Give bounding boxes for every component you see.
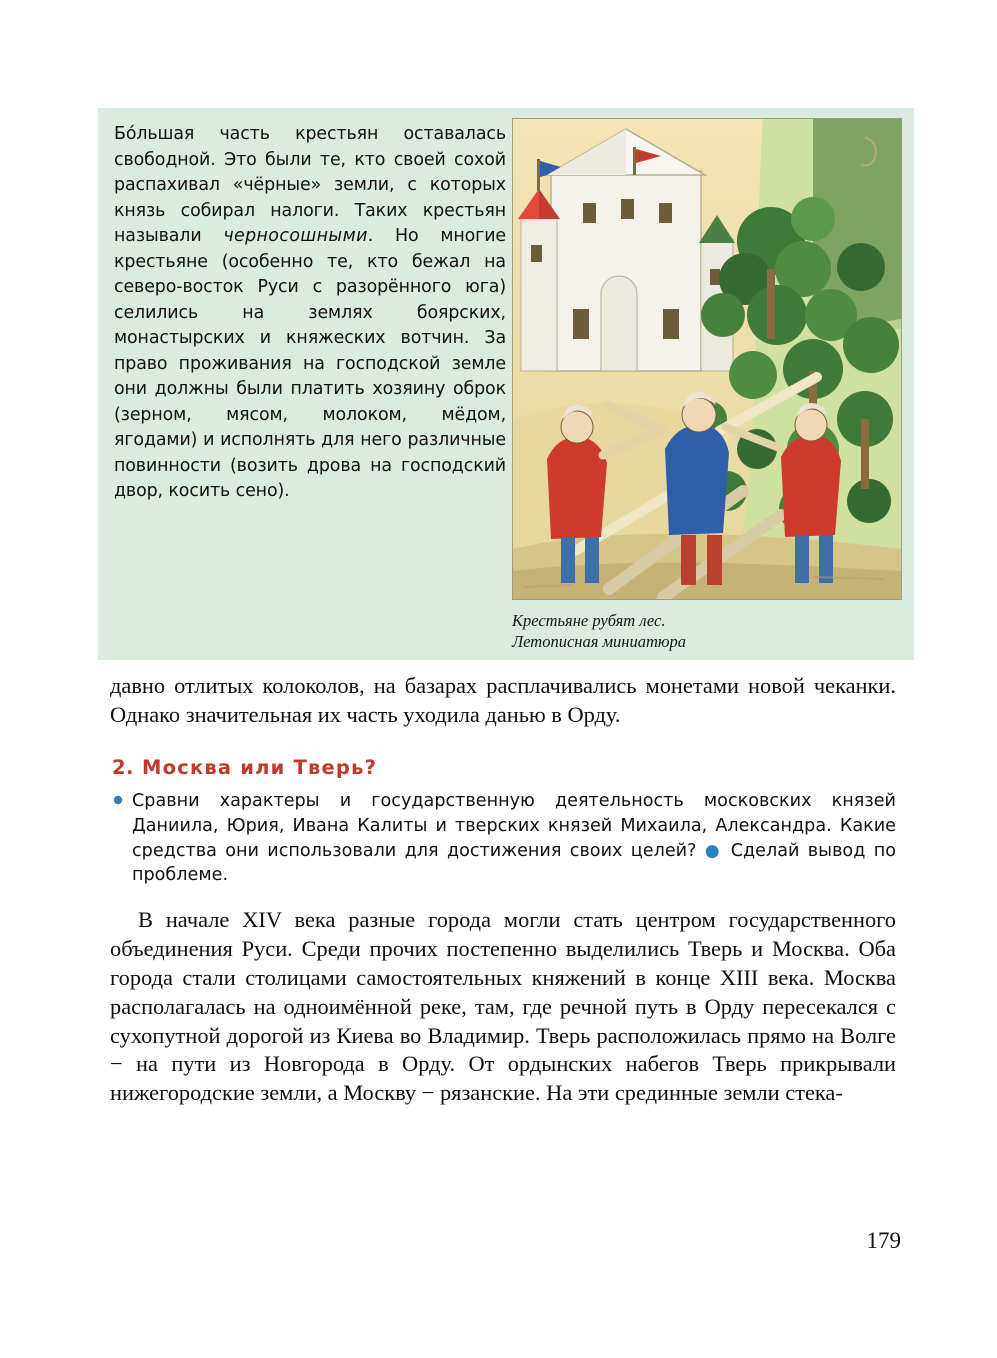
miniature-illustration-svg: [513, 119, 901, 599]
section-heading: [112, 756, 896, 779]
inline-bullet-icon: ●: [704, 840, 723, 861]
question-text-2: Сделай вывод по проблеме.: [132, 840, 896, 886]
caption-line-1: Крестьяне рубят лес.: [512, 611, 666, 630]
question-text-1: Сравни характеры и государственную деятельность московских князей Даниила, Юрия, Ивана Калиты и тверских князей Михаила, Александра. Какие средства они использовали для достижения своих целей?: [132, 790, 896, 861]
section-title: Москва или Тверь?: [141, 755, 378, 779]
caption-line-2: Летописная миниатюра: [512, 632, 687, 652]
figure-caption: [512, 610, 892, 652]
page-number: 179: [866, 1228, 901, 1253]
main-paragraph-group: [110, 906, 896, 1107]
section-number: 2.: [112, 755, 134, 779]
question-block: [110, 789, 896, 889]
page-body: [110, 672, 896, 1108]
panel-term-chernososhnye: черносошными: [223, 226, 368, 246]
panel-paragraph: [114, 122, 506, 505]
figure-chronicle-miniature: [512, 118, 902, 652]
panel-text-part2: . Но многие крестьяне (особенно те, кто бежал на северо-восток Руси с разорённого юга) селились на землях боярских, монастырских и княжеских вотчин. За право проживания на господской земле они должны были платить хозяину оброк (зерном, мясом, молоком, мёдом, ягодами) и исполнять для него различные повинности (возить дрова на господский двор, косить сено).: [114, 226, 506, 501]
panel-text-part1: Бо́льшая часть крестьян оставалась свободной. Это были те, кто своей сохой распахивал «чёрные» земли, с которых князь собирал налоги. Таких крестьян называли: [114, 124, 506, 246]
continued-paragraph: давно отлитых колоколов, на базарах расплачивались монетами новой чеканки. Однако значительная их часть уходила данью в Орду.: [110, 673, 896, 727]
main-paragraph: В начале XIV века разные города могли стать центром государственного объединения Руси. Среди прочих постепенно выделились Тверь и Москва. Оба города стали столицами самостоятельных княжений в конце XIII века. Москва располагалась на одноимённой реке, там, где речной путь в Орду пересекался с сухопутной дорогой из Киева во Владимир. Тверь расположилась прямо на Волге − на пути из Новгорода в Орду. От ордынских набегов Тверь прикрывали нижегородские земли, а Москву − рязанские. На эти срединные земли стека-: [110, 907, 896, 1106]
bullet-icon: [112, 794, 124, 806]
miniature-image: [512, 118, 902, 600]
highlight-panel: [98, 108, 914, 660]
